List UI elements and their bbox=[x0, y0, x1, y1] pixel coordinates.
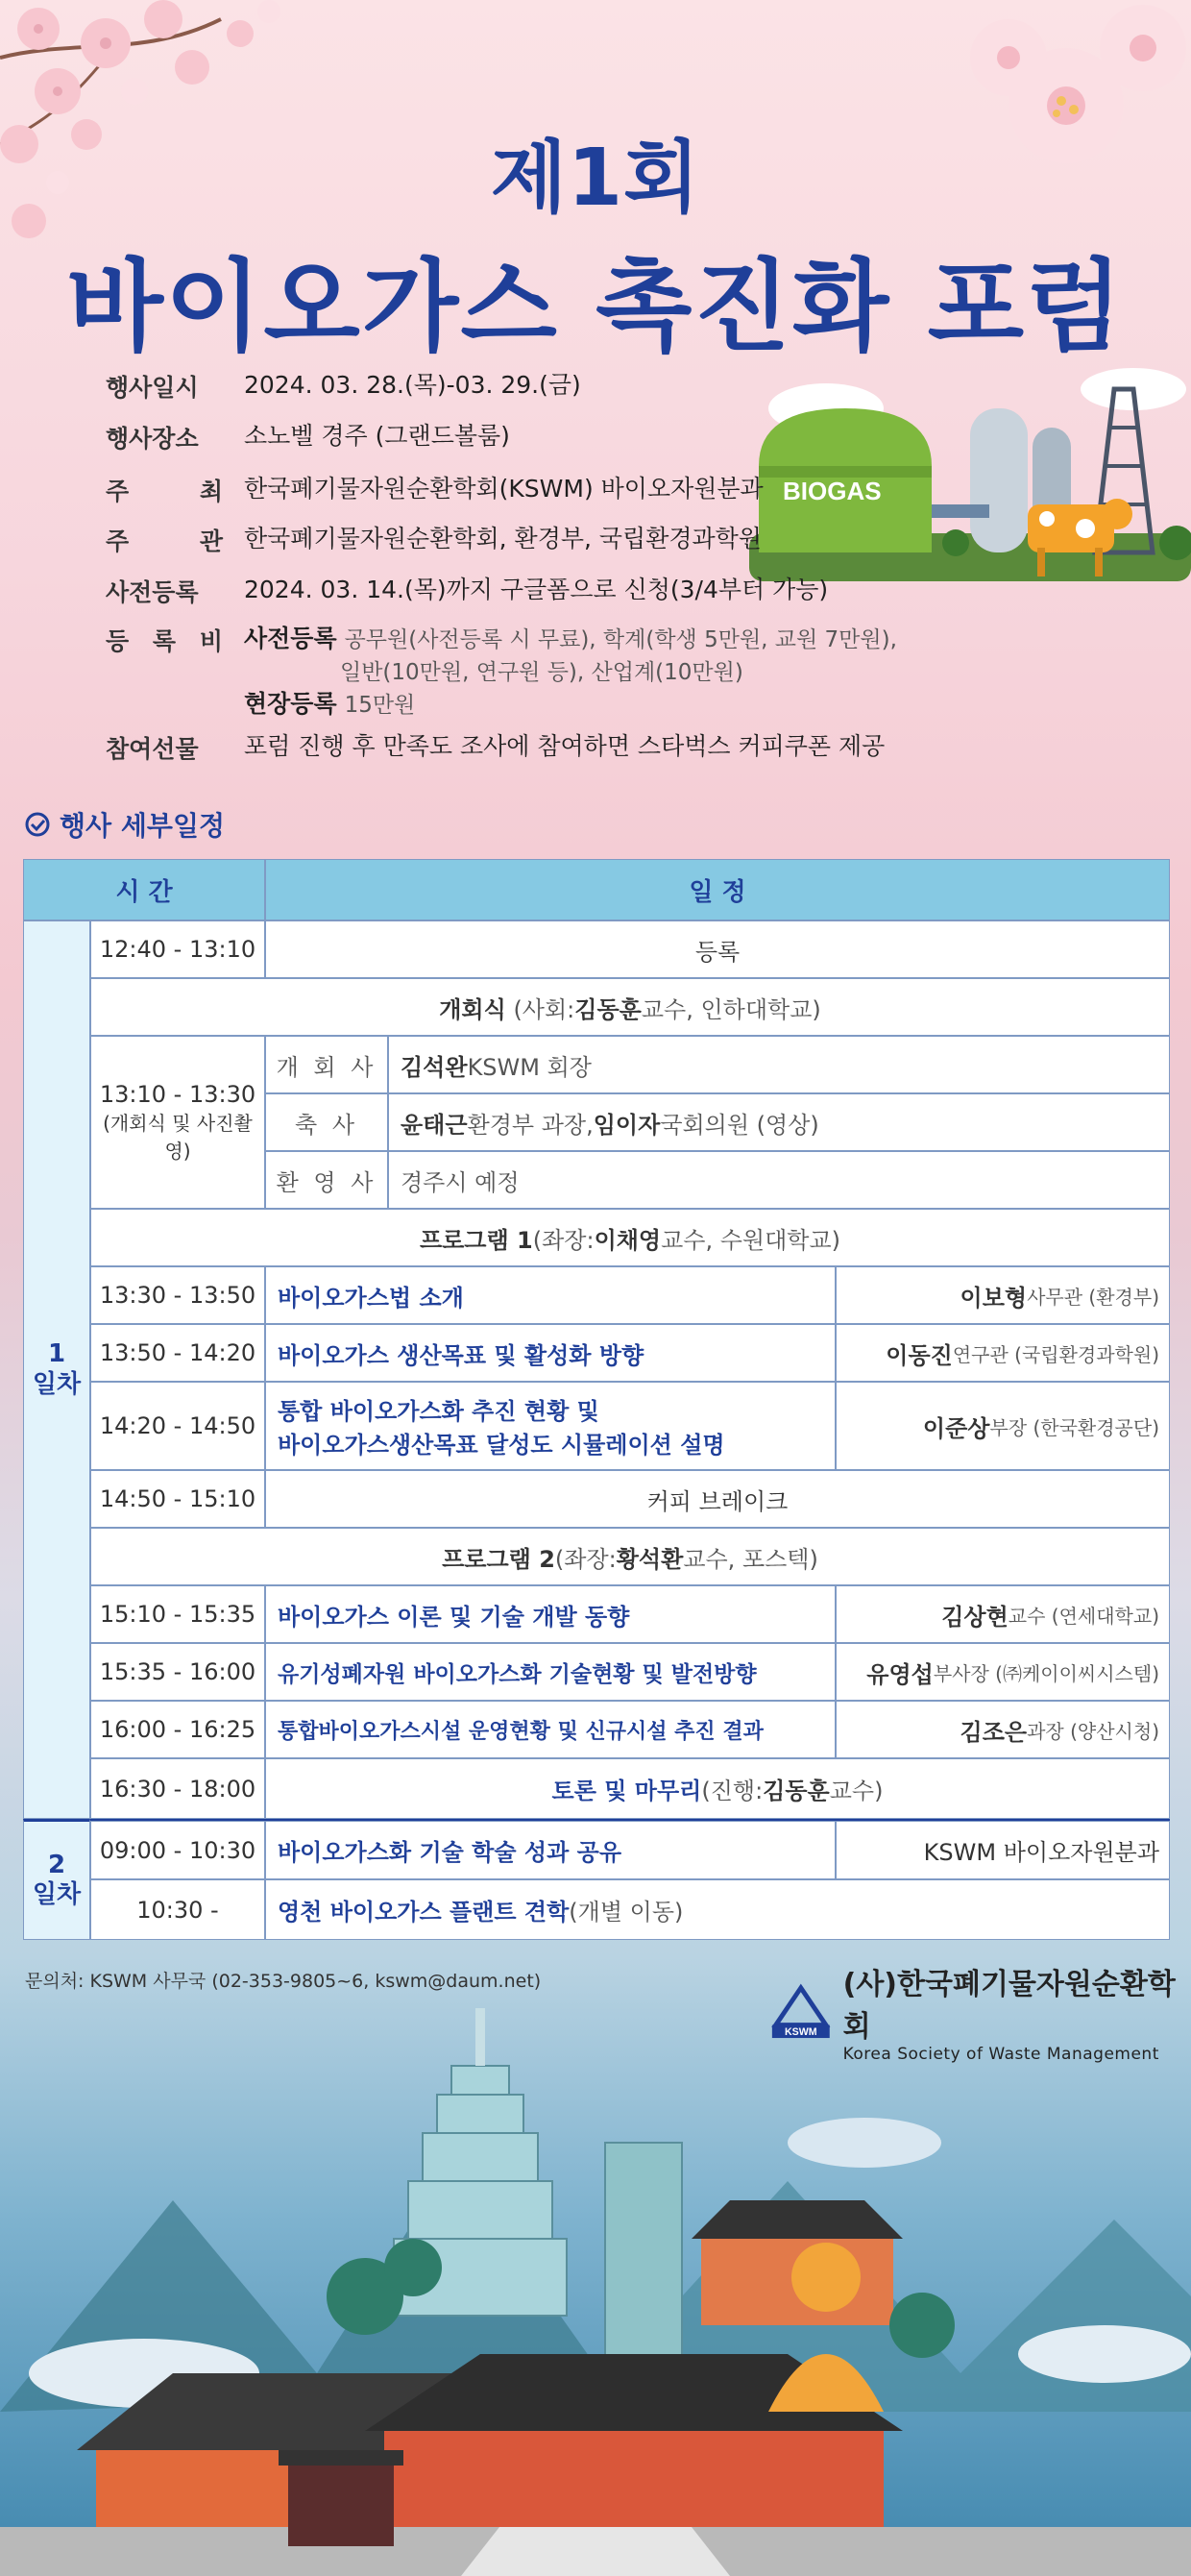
info-date-row bbox=[106, 369, 581, 404]
info-value: 2024. 03. 28.(목)-03. 29.(금) bbox=[244, 371, 581, 399]
time-cell: 16:00 - 16:25 bbox=[90, 1701, 265, 1758]
discussion-host: (진행: bbox=[701, 1778, 764, 1804]
speaker-name: 김조은 bbox=[960, 1718, 1028, 1746]
info-value: 2024. 03. 14.(목)까지 구글폼으로 신청(3/4부터 가능) bbox=[244, 576, 829, 603]
speaker-cell bbox=[836, 1585, 1170, 1643]
speaker-affiliation: 교수 (연세대학교) bbox=[1008, 1604, 1159, 1628]
day1-label bbox=[23, 920, 90, 1819]
day2-text: 일차 bbox=[32, 1880, 82, 1909]
time-cell: 13:30 - 13:50 bbox=[90, 1266, 265, 1324]
day2-label bbox=[23, 1819, 90, 1940]
speaker-affiliation: 부사장 (㈜케이이씨시스템) bbox=[933, 1661, 1159, 1685]
opening-title: 개회식 bbox=[439, 995, 506, 1023]
table-row bbox=[90, 1758, 1170, 1819]
table-row bbox=[90, 1382, 1170, 1470]
info-label: 등 록 비 bbox=[106, 627, 223, 655]
schedule-heading-text: 행사 세부일정 bbox=[60, 810, 226, 842]
discussion-cell bbox=[265, 1758, 1170, 1819]
time-cell: 10:30 - bbox=[90, 1879, 265, 1940]
tour-note: (개별 이동) bbox=[569, 1899, 684, 1926]
opening-host-name: 김동훈 bbox=[574, 995, 642, 1023]
speaker-name: 이보형 bbox=[960, 1284, 1028, 1312]
session-title-line2: 바이오가스생산목표 달성도 시뮬레이션 설명 bbox=[278, 1432, 725, 1459]
session-title-cell: 통합바이오가스시설 운영현황 및 신규시설 추진 결과 bbox=[265, 1701, 836, 1758]
biogas-plant-illustration bbox=[740, 351, 1191, 591]
info-label: 행사일시 bbox=[106, 374, 199, 402]
info-value: 한국폐기물자원순환학회(KSWM) 바이오자원분과 bbox=[244, 475, 764, 503]
speaker-affiliation: 사무관 (환경부) bbox=[1027, 1285, 1159, 1309]
role-cell: 환 영 사 bbox=[265, 1151, 388, 1209]
table-row bbox=[90, 1585, 1170, 1643]
program2-header-cell bbox=[90, 1528, 1170, 1585]
opening-time-note: (개회식 및 사진촬영) bbox=[103, 1112, 253, 1163]
event-title-line1: 제1회 bbox=[490, 133, 701, 224]
table-row bbox=[90, 1819, 1170, 1879]
table-row bbox=[90, 1528, 1170, 1585]
org-name-korean: (사)한국폐기물자원순환학회 bbox=[842, 1968, 1176, 2044]
org-name-english: Korea Society of Waste Management bbox=[842, 2045, 1159, 2064]
session-title-cell: 바이오가스법 소개 bbox=[265, 1266, 836, 1324]
speaker-name: 유영섭 bbox=[866, 1660, 934, 1688]
session-title-line1: 통합 바이오가스화 추진 현황 및 bbox=[278, 1398, 599, 1425]
discussion-host-name: 김동훈 bbox=[763, 1778, 830, 1804]
info-gift-row bbox=[106, 730, 885, 765]
time-cell: 15:10 - 15:35 bbox=[90, 1585, 265, 1643]
info-organizer-row bbox=[106, 523, 762, 557]
table-row bbox=[90, 1643, 1170, 1701]
time-cell: 13:50 - 14:20 bbox=[90, 1324, 265, 1382]
tour-cell bbox=[265, 1879, 1170, 1940]
gyeongju-landmarks-illustration bbox=[0, 2008, 1191, 2576]
speaker-title: 환경부 과장, bbox=[467, 1111, 594, 1139]
speaker-affiliation: 과장 (양산시청) bbox=[1027, 1719, 1159, 1743]
speaker-cell bbox=[836, 1266, 1170, 1324]
table-row bbox=[90, 1209, 1170, 1266]
program1-title: 프로그램 1 bbox=[419, 1226, 533, 1254]
opening-host: (사회: bbox=[513, 995, 575, 1023]
tour-title: 영천 바이오가스 플랜트 견학 bbox=[278, 1899, 570, 1926]
info-preregistration-row bbox=[106, 574, 828, 608]
table-row bbox=[265, 1093, 1170, 1151]
day1-num: 1 bbox=[47, 1339, 66, 1369]
opening-ceremony-cell bbox=[90, 978, 1170, 1036]
speaker-name: 임이자 bbox=[593, 1111, 661, 1139]
table-row bbox=[90, 920, 1170, 978]
speaker-name: 김상현 bbox=[941, 1603, 1009, 1631]
table-row bbox=[90, 1470, 1170, 1528]
time-cell: 12:40 - 13:10 bbox=[90, 920, 265, 978]
table-row bbox=[90, 1879, 1170, 1940]
time-cell: 16:30 - 18:00 bbox=[90, 1758, 265, 1819]
speaker-cell bbox=[836, 1382, 1170, 1470]
session-title-cell: 바이오가스 이론 및 기술 개발 동향 bbox=[265, 1585, 836, 1643]
discussion-title: 토론 및 마무리 bbox=[551, 1778, 702, 1804]
program1-chair-name: 이채영 bbox=[594, 1226, 662, 1254]
fee-pre-value2: 일반(10만원, 연구원 등), 산업계(10만원) bbox=[340, 660, 743, 686]
info-venue-row bbox=[106, 420, 510, 454]
speaker-cell bbox=[836, 1324, 1170, 1382]
session-title-cell: 바이오가스화 기술 학술 성과 공유 bbox=[265, 1821, 836, 1879]
speaker-affiliation: 부장 (한국환경공단) bbox=[989, 1415, 1159, 1439]
table-row bbox=[265, 1036, 1170, 1093]
biogas-label: BIOGAS bbox=[783, 477, 882, 505]
info-label: 참여선물 bbox=[106, 735, 199, 763]
program1-header-cell bbox=[90, 1209, 1170, 1266]
table-row bbox=[90, 1701, 1170, 1758]
role-cell: 축 사 bbox=[265, 1093, 388, 1151]
speaker-affiliation: 연구관 (국립환경과학원) bbox=[952, 1342, 1159, 1366]
program1-chair: (좌장: bbox=[532, 1226, 595, 1254]
fee-onsite-label: 현장등록 bbox=[244, 690, 337, 719]
event-title-line2: 바이오가스 촉진화 포럼 bbox=[66, 248, 1125, 365]
table-row bbox=[90, 1324, 1170, 1382]
speaker-cell bbox=[836, 1701, 1170, 1758]
opening-host-rest: 교수, 인하대학교) bbox=[641, 995, 821, 1023]
info-value: 소노벨 경주 (그랜드볼룸) bbox=[244, 422, 510, 450]
organizer-cell: KSWM 바이오자원분과 bbox=[836, 1821, 1170, 1879]
table-row bbox=[265, 1151, 1170, 1209]
info-label: 사전등록 bbox=[106, 578, 199, 606]
fee-pre-value: 공무원(사전등록 시 무료), 학계(학생 5만원, 교원 7만원), bbox=[344, 627, 897, 652]
time-cell: 09:00 - 10:30 bbox=[90, 1821, 265, 1879]
kswm-logo-text: KSWM bbox=[785, 2026, 817, 2039]
program2-chair-name: 황석환 bbox=[616, 1545, 684, 1573]
fee-pre-label: 사전등록 bbox=[244, 625, 337, 652]
info-fee-row bbox=[106, 623, 897, 721]
info-label: 주 관 bbox=[106, 527, 223, 555]
discussion-host-rest: 교수) bbox=[829, 1778, 884, 1804]
opening-time-cell bbox=[90, 1036, 265, 1209]
speaker-title: 국회의원 (영상) bbox=[660, 1111, 819, 1139]
col-header-time: 시 간 bbox=[23, 859, 265, 920]
contact-info: 문의처: KSWM 사무국 (02-353-9805~6, kswm@daum.net) bbox=[25, 1971, 542, 1992]
speaker-name: 윤태근 bbox=[401, 1111, 468, 1139]
speaker-name: 김석완 bbox=[401, 1053, 468, 1081]
info-value: 한국폐기물자원순환학회, 환경부, 국립환경과학원 bbox=[244, 525, 762, 552]
check-circle-icon bbox=[25, 812, 50, 837]
break-cell: 커피 브레이크 bbox=[265, 1470, 1170, 1528]
info-label: 주 최 bbox=[106, 478, 223, 505]
day2-num: 2 bbox=[47, 1850, 66, 1879]
session-title-cell: 유기성폐자원 바이오가스화 기술현황 및 발전방향 bbox=[265, 1643, 836, 1701]
speaker-cell bbox=[388, 1093, 1170, 1151]
info-host-row bbox=[106, 473, 764, 507]
table-row bbox=[90, 978, 1170, 1036]
speaker-cell bbox=[388, 1036, 1170, 1093]
speaker-cell bbox=[836, 1643, 1170, 1701]
program1-chair-rest: 교수, 수원대학교) bbox=[661, 1226, 841, 1254]
speaker-cell: 경주시 예정 bbox=[388, 1151, 1170, 1209]
program2-chair: (좌장: bbox=[554, 1545, 617, 1573]
day1-text: 일차 bbox=[32, 1369, 82, 1399]
fee-onsite-value: 15만원 bbox=[344, 693, 416, 719]
program2-title: 프로그램 2 bbox=[442, 1545, 555, 1573]
role-cell: 개 회 사 bbox=[265, 1036, 388, 1093]
session-title-cell bbox=[265, 1382, 836, 1470]
info-value bbox=[244, 623, 897, 721]
program2-chair-rest: 교수, 포스텍) bbox=[683, 1545, 818, 1573]
opening-time: 13:10 - 13:30 bbox=[99, 1081, 256, 1108]
col-header-plan: 일 정 bbox=[265, 859, 1170, 920]
info-value: 포럼 진행 후 만족도 조사에 참여하면 스타벅스 커피쿠폰 제공 bbox=[244, 732, 886, 760]
session-title-cell: 바이오가스 생산목표 및 활성화 방향 bbox=[265, 1324, 836, 1382]
time-cell: 14:20 - 14:50 bbox=[90, 1382, 265, 1470]
speaker-name: 이동진 bbox=[886, 1341, 953, 1369]
schedule-heading bbox=[25, 805, 225, 844]
info-label: 행사장소 bbox=[106, 425, 199, 453]
time-cell: 15:35 - 16:00 bbox=[90, 1643, 265, 1701]
registration-cell: 등록 bbox=[265, 920, 1170, 978]
table-row bbox=[90, 1266, 1170, 1324]
speaker-name: 이준상 bbox=[922, 1414, 990, 1442]
time-cell: 14:50 - 15:10 bbox=[90, 1470, 265, 1528]
speaker-title: KSWM 회장 bbox=[467, 1053, 592, 1081]
schedule-table bbox=[23, 859, 1170, 1940]
